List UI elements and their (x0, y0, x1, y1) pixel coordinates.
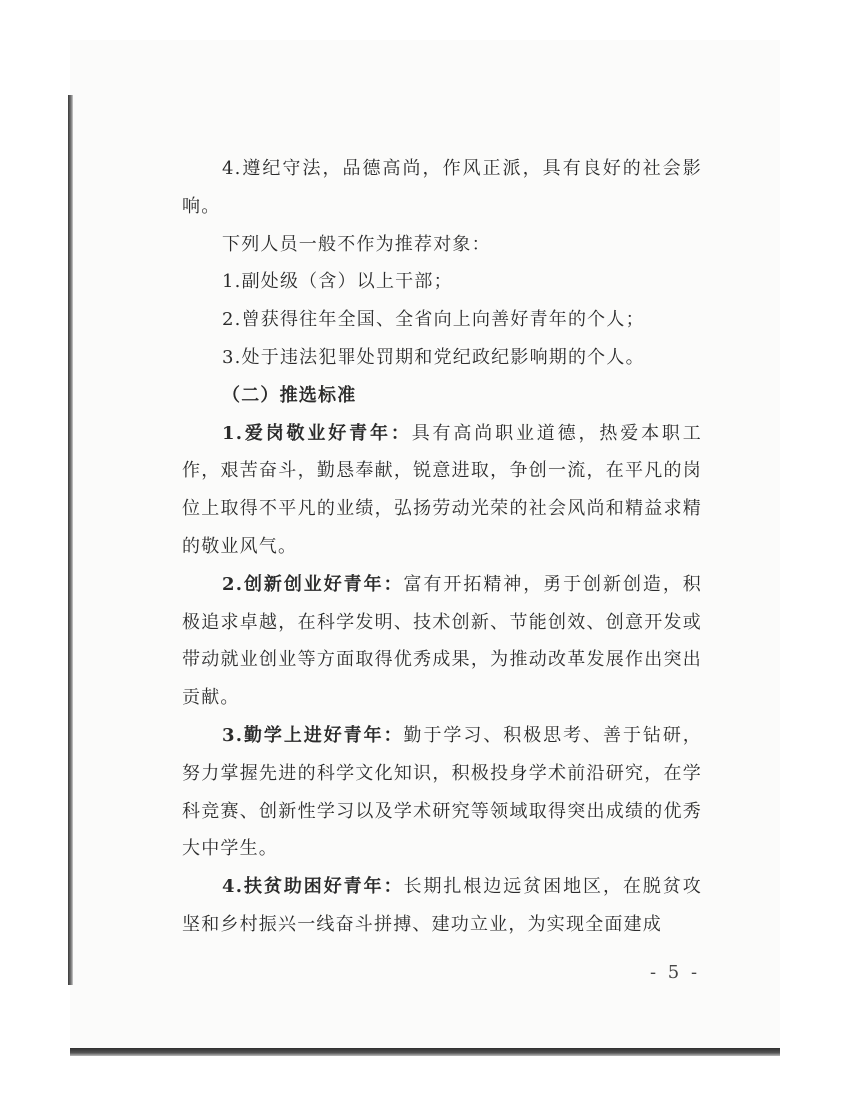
criterion-paragraph-1 (182, 415, 702, 566)
criterion-title: 3.勤学上进好青年： (222, 724, 404, 746)
criterion-paragraph-2 (182, 566, 702, 717)
criterion-text: 富有开拓精神，勇于创新创造，积极追求卓越，在科学发明、技术创新、节能创效、创意开发或带动就业创业等方面取得优秀成果，为推动改革发展作出突出贡献。 (182, 573, 703, 709)
exclusion-intro: 下列人员一般不作为推荐对象： (222, 233, 491, 255)
document-body (182, 150, 702, 944)
criterion-paragraph-4 (182, 868, 702, 944)
criterion-title: 4.扶贫助困好青年： (222, 876, 404, 898)
criterion-text: 勤于学习、积极思考、善于钻研，努力掌握先进的科学文化知识，积极投身学术前沿研究，在学科竞赛、创新性学习以及学术研究等领域取得突出成绩的优秀大中学生。 (182, 724, 703, 860)
paragraph-conduct-requirement: 4.遵纪守法，品德高尚，作风正派，具有良好的社会影响。 (182, 158, 702, 217)
exclusion-item-3: 3.处于违法犯罪处罚期和党纪政纪影响期的个人。 (222, 346, 645, 368)
criterion-title: 2.创新创业好青年： (222, 573, 404, 595)
exclusion-item-1: 1.副处级（含）以上干部； (222, 271, 453, 293)
exclusion-item-2: 2.曾获得往年全国、全省向上向善好青年的个人； (222, 309, 645, 331)
section-heading-criteria: （二）推选标准 (222, 384, 357, 406)
page-left-edge-shadow (68, 95, 73, 985)
criterion-paragraph-3 (182, 717, 702, 868)
criterion-text: 具有高尚职业道德，热爱本职工作，艰苦奋斗，勤恳奉献，锐意进取，争创一流，在平凡的岗位上取得不平凡的业绩，弘扬劳动光荣的社会风尚和精益求精的敬业风气。 (182, 422, 702, 557)
criterion-title: 1.爱岗敬业好青年： (222, 422, 412, 444)
criterion-text: 长期扎根边远贫困地区，在脱贫攻坚和乡村振兴一线奋斗拼搏、建功立业，为实现全面建成 (182, 876, 703, 935)
page-bottom-edge-shadow (70, 1048, 780, 1056)
page-number: - 5 - (650, 962, 701, 983)
